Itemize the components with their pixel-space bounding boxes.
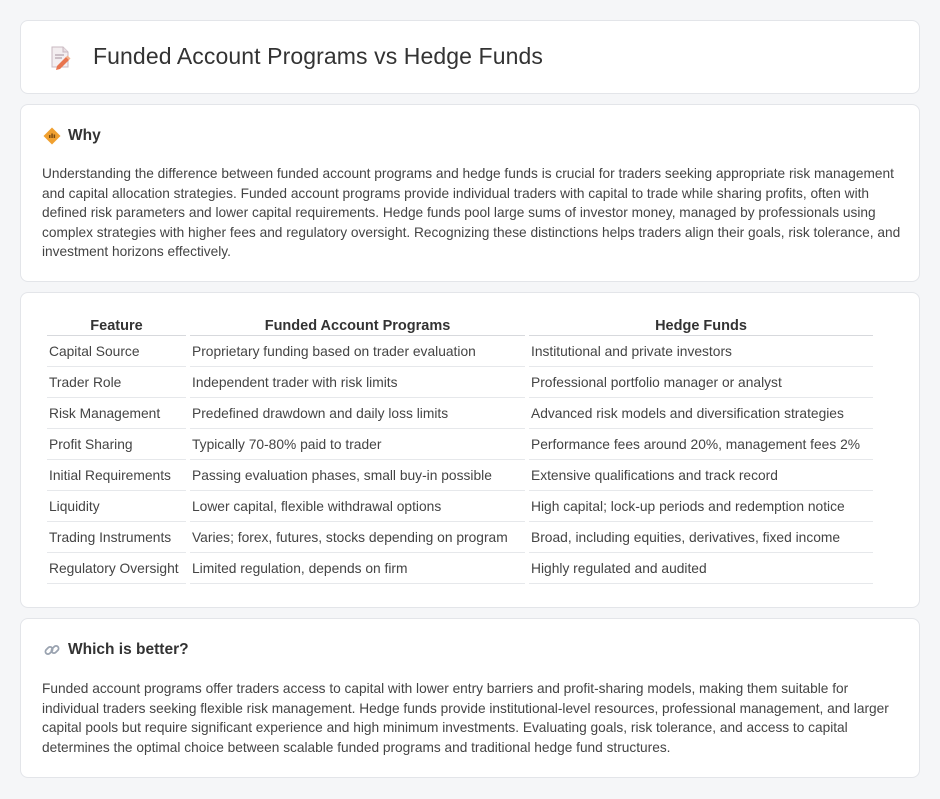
- table-row: [47, 336, 873, 367]
- comparison-card: [20, 292, 920, 608]
- table-cell: Trading Instruments: [47, 522, 186, 553]
- table-header-row: [47, 316, 873, 336]
- better-heading-row: [43, 641, 189, 659]
- table-cell: Extensive qualifications and track record: [529, 460, 873, 491]
- table-cell: Passing evaluation phases, small buy-in possible: [190, 460, 525, 491]
- better-paragraph: Funded account programs offer traders access to capital with lower entry barriers and profit-sharing models, making them suitable for individual traders seeking flexible risk management. Hedge funds provide institutional-level resources, professional management, and larger capital pools but require significant experience and high minimum investments. Evaluating goals, risk tolerance, and access to capital determines the optimal choice between scalable funded programs and traditional hedge fund structures.: [42, 681, 889, 755]
- table-cell: Capital Source: [47, 336, 186, 367]
- link-icon: [43, 641, 61, 659]
- better-heading: Which is better?: [68, 641, 189, 658]
- table-cell: Risk Management: [47, 398, 186, 429]
- title-row: [47, 43, 543, 70]
- diamond-signal-icon: [43, 127, 61, 145]
- table-cell: High capital; lock-up periods and redemption notice: [529, 491, 873, 522]
- better-card: [20, 618, 920, 778]
- column-header-feature: Feature: [47, 316, 186, 336]
- page-title: Funded Account Programs vs Hedge Funds: [93, 43, 543, 69]
- table-row: [47, 398, 873, 429]
- table-cell: Profit Sharing: [47, 429, 186, 460]
- table-cell: Lower capital, flexible withdrawal options: [190, 491, 525, 522]
- document-pencil-icon: [47, 44, 73, 70]
- table-row: [47, 460, 873, 491]
- table-row: [47, 429, 873, 460]
- why-card: [20, 104, 920, 282]
- table-cell: Liquidity: [47, 491, 186, 522]
- table-cell: Initial Requirements: [47, 460, 186, 491]
- table-cell: Proprietary funding based on trader evaluation: [190, 336, 525, 367]
- table-row: [47, 491, 873, 522]
- why-paragraph: Understanding the difference between funded account programs and hedge funds is crucial for traders seeking appropriate risk management and capital allocation strategies. Funded account programs provide individual traders with capital to trade while sharing profits, often with defined risk parameters and lower capital requirements. Hedge funds pool large sums of investor money, managed by professionals using complex strategies with higher fees and regulatory oversight. Recognizing these distinctions helps traders align their goals, risk tolerance, and investment horizons effectively.: [42, 166, 901, 260]
- table-cell: Varies; forex, futures, stocks depending on program: [190, 522, 525, 553]
- comparison-table: [43, 316, 877, 584]
- table-row: [47, 522, 873, 553]
- table-cell: Professional portfolio manager or analyst: [529, 367, 873, 398]
- table-row: [47, 553, 873, 584]
- table-row: [47, 367, 873, 398]
- table-cell: Performance fees around 20%, management fees 2%: [529, 429, 873, 460]
- why-heading: Why: [68, 127, 101, 144]
- header-card: [20, 20, 920, 94]
- table-cell: Highly regulated and audited: [529, 553, 873, 584]
- column-header-hedge: Hedge Funds: [529, 316, 873, 336]
- table-cell: Typically 70-80% paid to trader: [190, 429, 525, 460]
- table-cell: Broad, including equities, derivatives, fixed income: [529, 522, 873, 553]
- table-cell: Limited regulation, depends on firm: [190, 553, 525, 584]
- table-cell: Predefined drawdown and daily loss limits: [190, 398, 525, 429]
- table-cell: Regulatory Oversight: [47, 553, 186, 584]
- table-cell: Independent trader with risk limits: [190, 367, 525, 398]
- table-cell: Advanced risk models and diversification strategies: [529, 398, 873, 429]
- column-header-funded: Funded Account Programs: [190, 316, 525, 336]
- table-cell: Trader Role: [47, 367, 186, 398]
- why-heading-row: [43, 127, 101, 145]
- table-cell: Institutional and private investors: [529, 336, 873, 367]
